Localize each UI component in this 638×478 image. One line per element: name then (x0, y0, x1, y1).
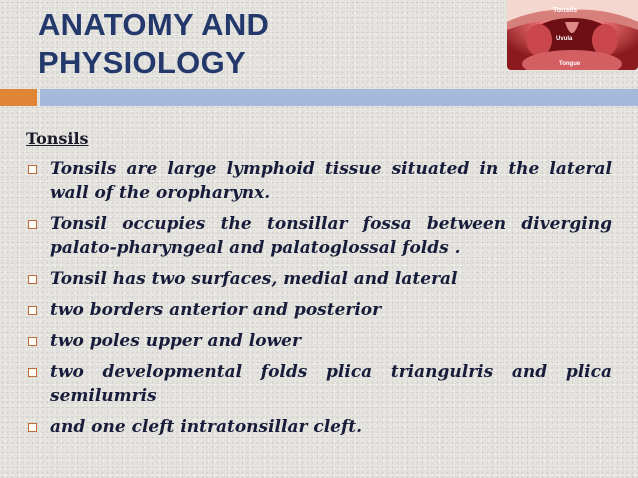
uvula-label: Uvula (556, 36, 573, 42)
title-line-2: PHYSIOLOGY (38, 45, 246, 80)
tonsils-photo (507, 0, 638, 70)
bullet-square-icon (28, 423, 37, 432)
bullet-text: Tonsil occupies the tonsillar fossa between diverging palato-pharyngeal and palatoglossal folds . (50, 214, 612, 258)
bullet-item (26, 157, 612, 205)
tongue-label: Tongue (559, 61, 581, 67)
bullet-text: two poles upper and lower (50, 331, 301, 351)
accent-bar-blue (40, 89, 638, 106)
tonsils-label: Tonsils (553, 7, 577, 14)
bullet-square-icon (28, 306, 37, 315)
title-line-1: ANATOMY AND (38, 7, 270, 42)
bullet-item (26, 212, 612, 260)
bullet-square-icon (28, 337, 37, 346)
bullet-square-icon (28, 275, 37, 284)
slide-title (38, 6, 269, 82)
bullet-text: two developmental folds plica triangulris and plica semilumris (50, 362, 612, 406)
accent-bar-orange (0, 89, 37, 106)
bullet-text: Tonsils are large lymphoid tissue situated in the lateral wall of the oropharynx. (50, 159, 612, 203)
bullet-square-icon (28, 165, 37, 174)
bullet-item (26, 267, 612, 291)
bullet-text: Tonsil has two surfaces, medial and lateral (50, 269, 458, 289)
bullet-text: two borders anterior and posterior (50, 300, 382, 320)
bullet-text: and one cleft intratonsillar cleft. (50, 417, 363, 437)
bullet-item (26, 329, 612, 353)
bullet-item (26, 360, 612, 408)
bullet-item (26, 415, 612, 439)
bullet-square-icon (28, 368, 37, 377)
section-heading: Tonsils (26, 129, 89, 148)
bullet-square-icon (28, 220, 37, 229)
slide-content (26, 127, 612, 446)
bullet-list (26, 157, 612, 439)
bullet-item (26, 298, 612, 322)
